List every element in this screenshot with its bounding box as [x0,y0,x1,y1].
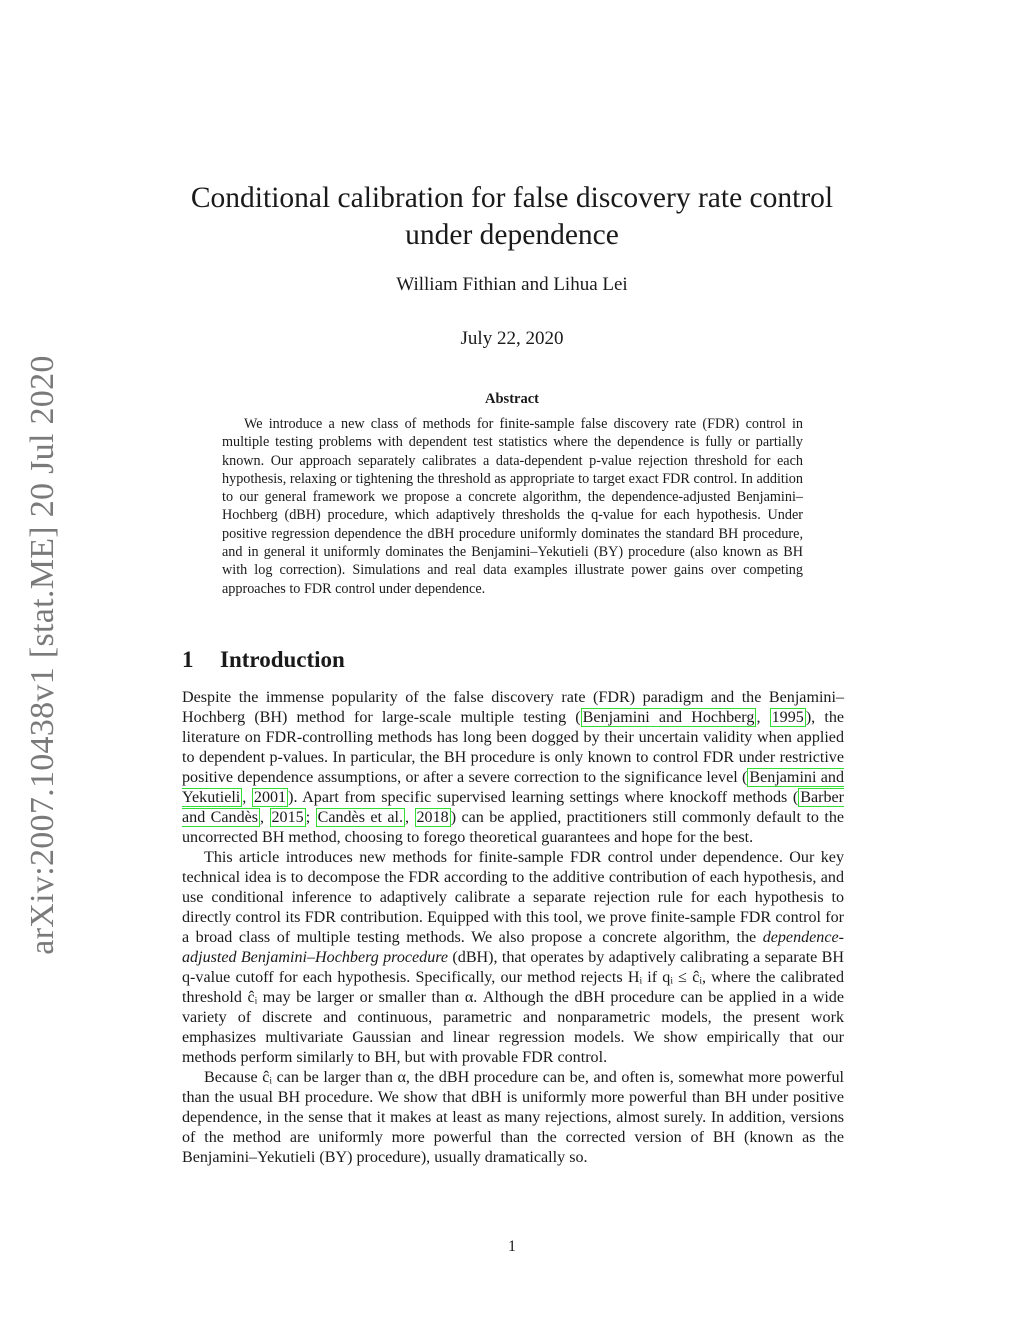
paper-title [150,180,874,254]
section-title: Introduction [220,647,345,672]
authors: William Fithian and Lihua Lei [396,274,628,295]
page-number: 1 [508,1238,516,1255]
title-line-1: Conditional calibration for false discovery rate control [190,182,834,214]
citation-year-link[interactable]: 1995 [771,709,804,726]
citation-link[interactable]: Candès et al. [317,809,404,826]
section-heading [182,645,782,675]
citation-year-link[interactable]: 2015 [271,809,304,826]
arxiv-sidebar [20,355,66,955]
citation-link[interactable]: Barber and Candès [182,789,845,826]
citation-year-link[interactable]: 2001 [253,789,287,806]
section-number: 1 [182,647,194,672]
date: July 22, 2020 [460,328,564,349]
paragraph-2: This article introduces new methods for finite-sample FDR control under dependence. Our key technical idea is to decompose the FDR according to the additive contribution of each hypothesis, and use conditional inference to adaptively calibrate a separate rejection rule for each hypothesis to directly control its FDR contribution. Equipped with this tool, we prove finite-sample FDR control for a broad class of multiple testing methods. We also propose a concrete algorithm, the dependence-adjusted Benjamini–Hochberg procedure (dBH), that operates by adaptively calibrating a separate BH q-value cutoff for each hypothesis. Specifically, our method rejects Hᵢ if qᵢ ≤ ĉᵢ, where the calibrated threshold ĉᵢ may be larger or smaller than α. Although the dBH procedure can be applied in a wide variety of discrete and continuous, parametric and nonparametric models, the present work emphasizes multivariate Gaussian and linear regression models. We show empirically that our methods perform similarly to BH, but with provable FDR control. [182,849,844,1066]
emphasized-term: dependence-adjusted Benjamini–Hochberg procedure [182,929,844,966]
citation-link[interactable]: Benjamini and Hochberg [582,709,755,726]
paragraph-1: Despite the immense popularity of the false discovery rate (FDR) paradigm and the Benjamini–Hochberg (BH) method for large-scale multiple testing ( Benjamini and Hochberg , 1995 ), the literature on FDR-controlling methods has long been dogged by their uncertain validity when applied to dependent p-values. In particular, the BH procedure is only known to control FDR under restrictive positive dependence assumptions, or after a severe correction to the significance level ( Benjamini and Yekutieli , 2001 ). Apart from specific supervised learning settings where knockoff methods ( Barber and Candès , 2015 ; Candès et al. , 2018 ) can be applied, practitioners still commonly default to the uncorrected BH method, choosing to forego theoretical guarantees and hope for the best. [182,689,845,846]
citation-year-link[interactable]: 2018 [416,809,449,826]
abstract-text: We introduce a new class of methods for finite-sample false discovery rate (FDR) control in multiple testing problems with dependent test statistics where the dependence is fully or partially known. Our approach separately calibrates a data-dependent p-value rejection threshold for each hypothesis, relaxing or tightening the threshold as appropriate to target exact FDR control. In addition to our general framework we propose a concrete algorithm, the dependence-adjusted Benjamini–Hochberg (dBH) procedure, which adaptively thresholds the q-value for each hypothesis. Under positive regression dependence the dBH procedure uniformly dominates the standard BH procedure, and in general it uniformly dominates the Benjamini–Yekutieli (BY) procedure (also known as BH with log correction). Simulations and real data examples illustrate power gains over competing approaches to FDR control under dependence. [222,416,803,597]
title-line-2: under dependence [405,219,619,251]
citation-link[interactable]: Benjamini and Yekutieli [182,769,845,806]
body-text [182,688,844,1168]
arxiv-identifier: arXiv:2007.10438v1 [stat.ME] 20 Jul 2020 [24,355,61,955]
abstract-heading: Abstract [485,391,539,407]
paragraph-3: Because ĉᵢ can be larger than α, the dBH procedure can be, and often is, somewhat more powerful than the usual BH procedure. We show that dBH is uniformly more powerful than BH under positive dependence, in the sense that it makes at least as many rejections, almost surely. In addition, versions of the method are uniformly more powerful than the corrected version of BH (known as the Benjamini–Yekutieli (BY) procedure), usually dramatically so. [182,1069,844,1166]
